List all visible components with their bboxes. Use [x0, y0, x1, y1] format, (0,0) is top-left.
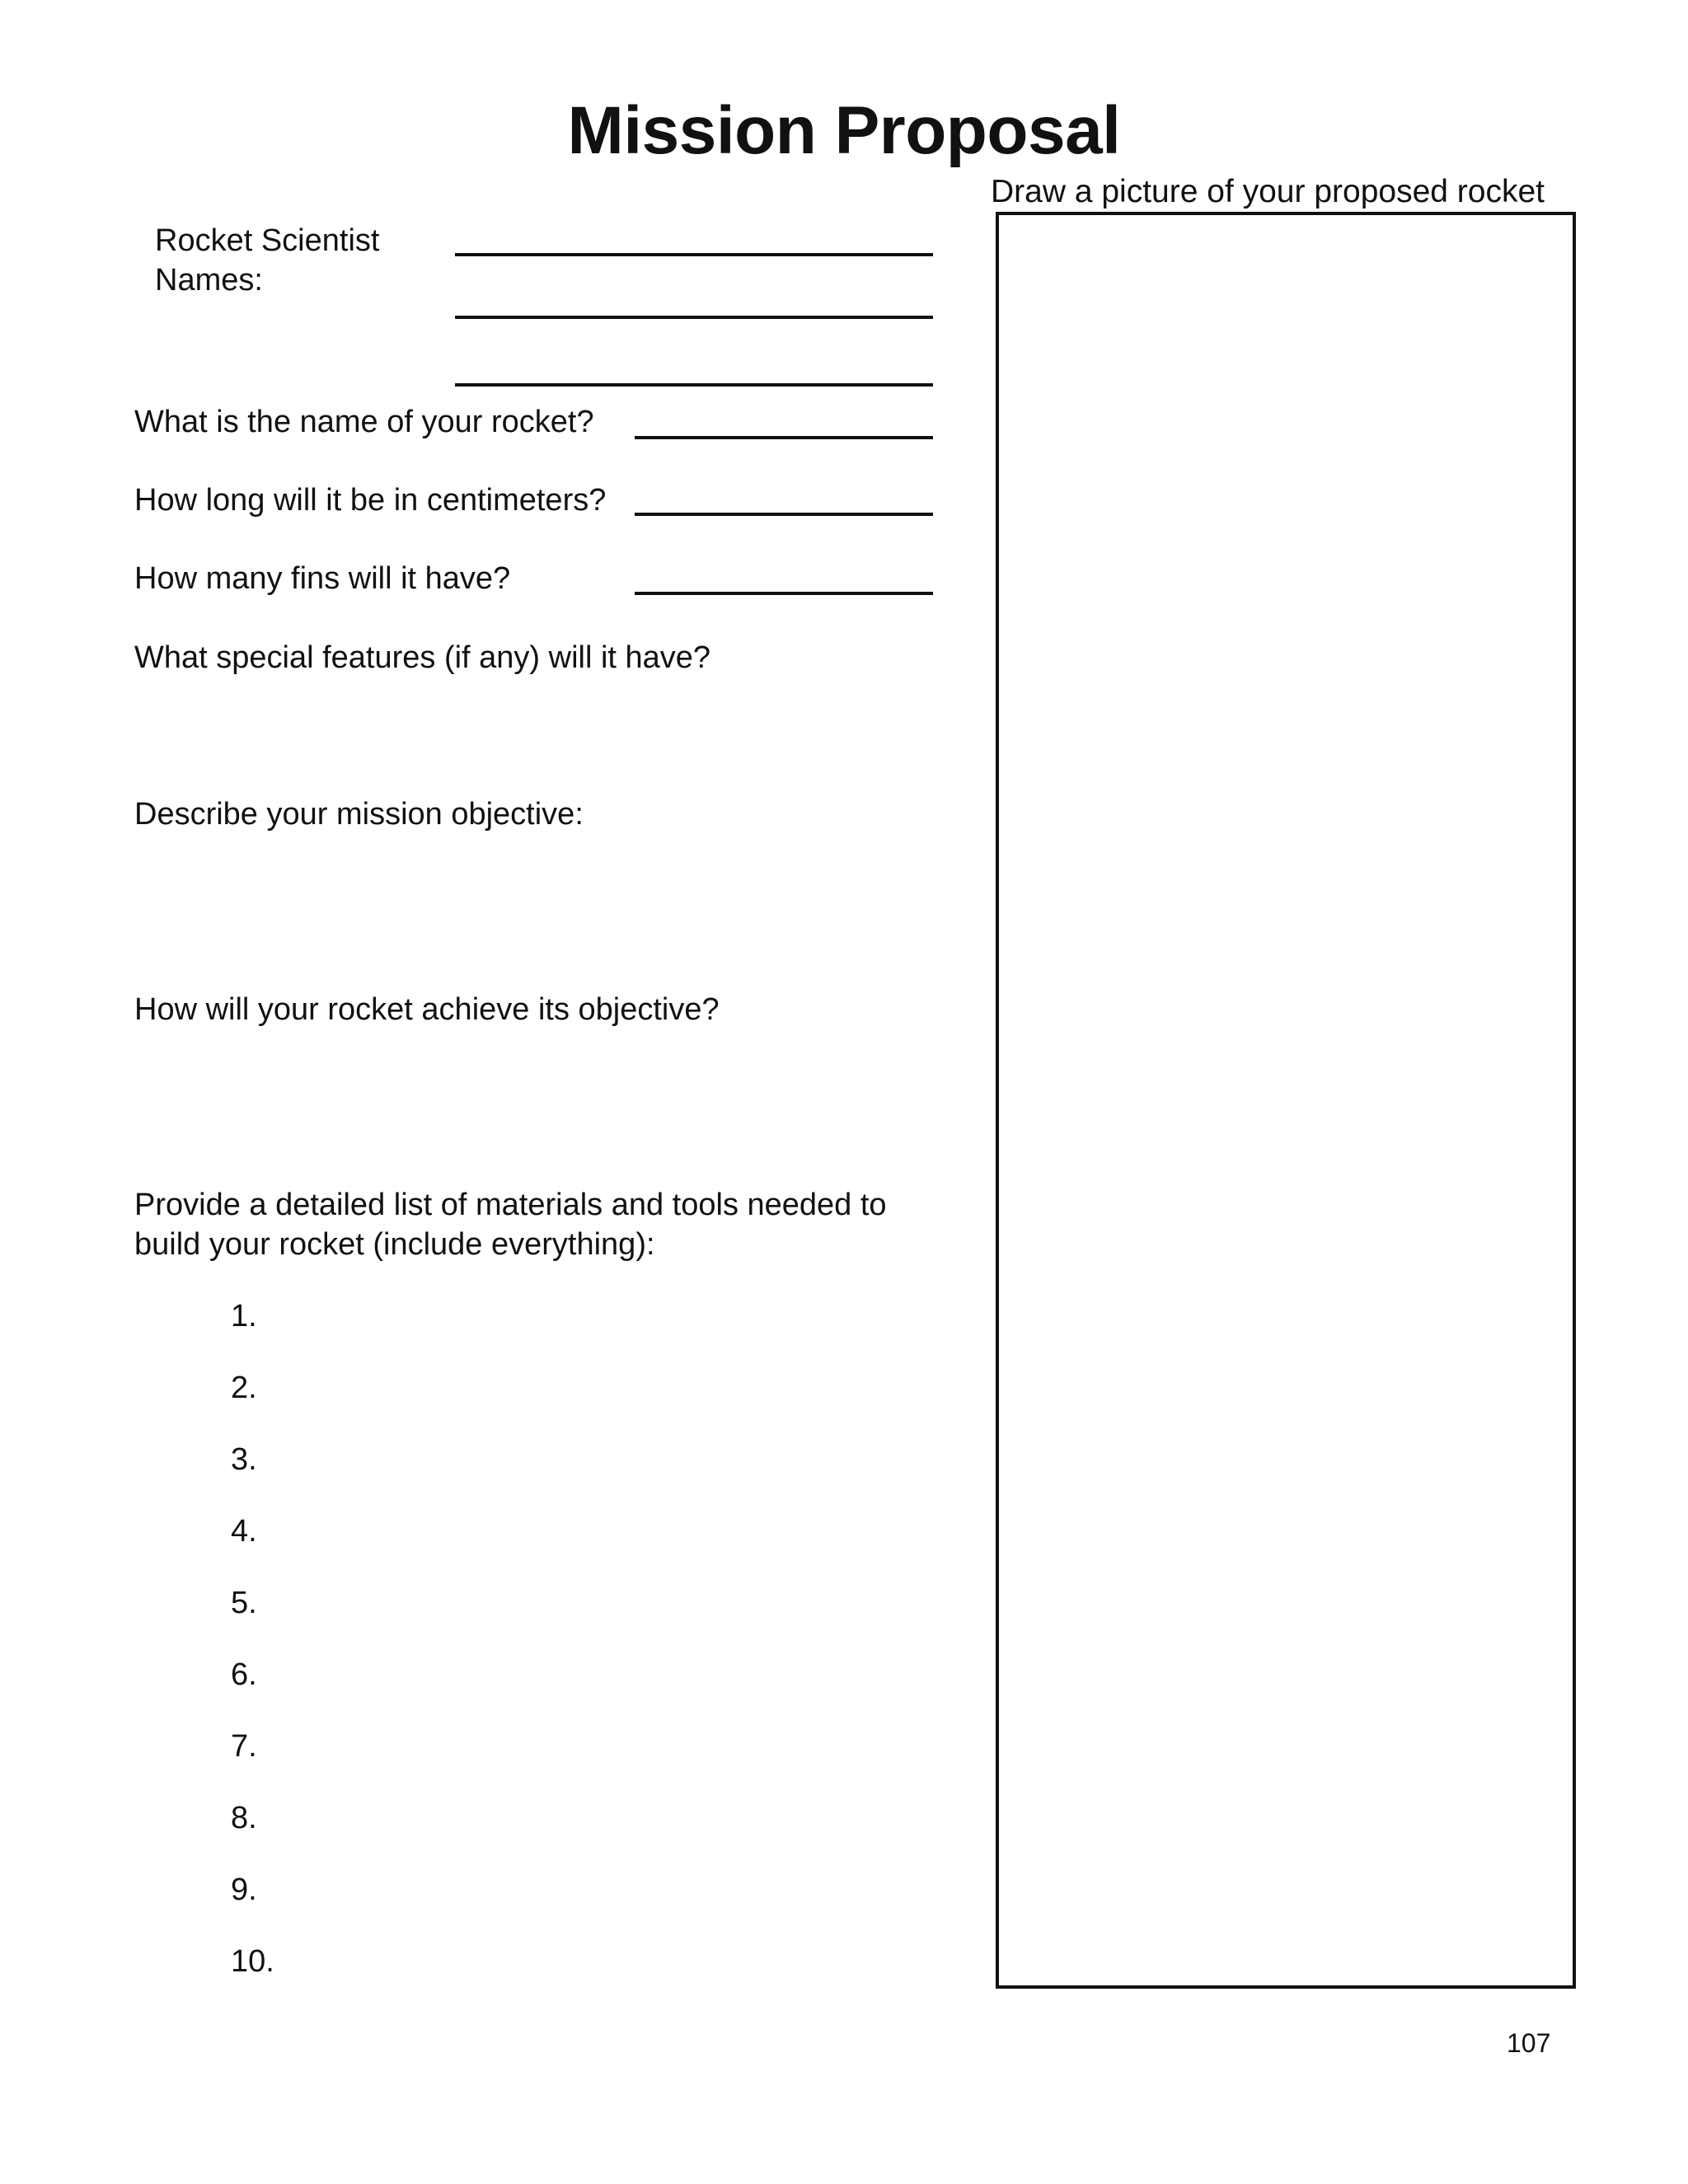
length-question: How long will it be in centimeters?: [134, 483, 607, 518]
objective-question: Describe your mission objective:: [134, 797, 584, 832]
features-question: What special features (if any) will it have?: [134, 640, 711, 675]
length-line[interactable]: [635, 513, 933, 516]
materials-list-item: 7.: [231, 1729, 257, 1764]
materials-list-item: 3.: [231, 1442, 257, 1477]
materials-list-item: 1.: [231, 1299, 257, 1333]
materials-list-item: 9.: [231, 1872, 257, 1907]
achieve-question: How will your rocket achieve its objective?: [134, 992, 720, 1027]
fins-line[interactable]: [635, 592, 933, 595]
names-label: Rocket Scientist Names:: [155, 223, 380, 298]
materials-question: Provide a detailed list of materials and tools needed to build your rocket (include everything):: [134, 1188, 887, 1262]
materials-list-item: 6.: [231, 1657, 257, 1692]
materials-list-item: 5.: [231, 1586, 257, 1620]
materials-list-item: 8.: [231, 1801, 257, 1835]
materials-list-item: 10.: [231, 1944, 274, 1979]
name-line-2[interactable]: [455, 316, 933, 319]
page-title: Mission Proposal: [567, 93, 1121, 168]
name-line-3[interactable]: [455, 383, 933, 387]
rocket-name-line[interactable]: [635, 436, 933, 439]
rocket-drawing-area[interactable]: [996, 212, 1576, 1989]
materials-list-item: 2.: [231, 1371, 257, 1405]
rocket-name-question: What is the name of your rocket?: [134, 405, 594, 439]
drawing-prompt: Draw a picture of your proposed rocket: [991, 174, 1545, 209]
fins-question: How many fins will it have?: [134, 561, 511, 596]
name-line-1[interactable]: [455, 253, 933, 256]
page-number: 107: [1507, 2028, 1551, 2058]
materials-list-item: 4.: [231, 1514, 257, 1549]
